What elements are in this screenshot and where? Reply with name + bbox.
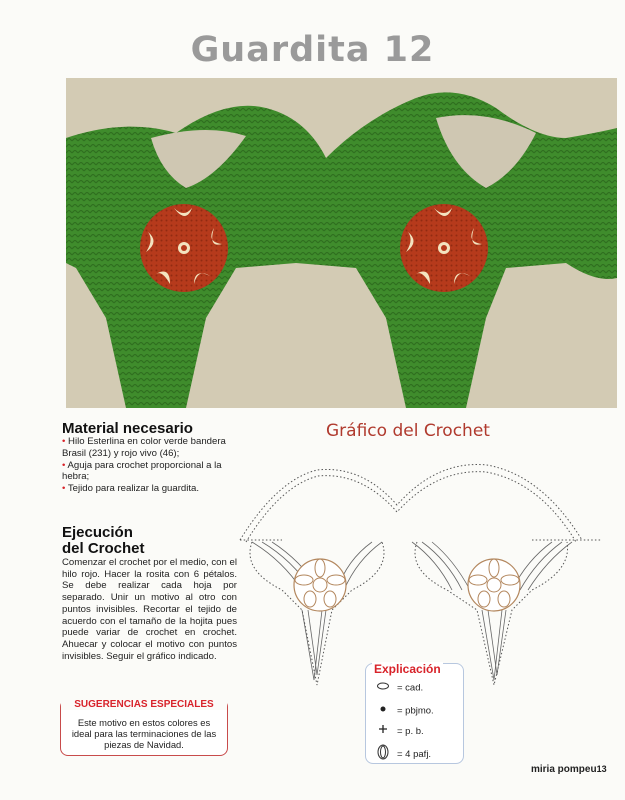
page-number: 13	[596, 764, 607, 774]
oval-icon	[374, 681, 392, 695]
material-heading: Material necesario	[62, 420, 193, 437]
execution-text: Comenzar el crochet por el medio, con el hilo rojo. Hacer la rosita con 6 pétalos. Se debe realizar cada hoja por separado. Unir un motivo al otro con puntos invisibles. Recortar el tejido de acuerdo con el tamaño de la hojita pues puede variar de crochet en crochet. Ahuecar y colocar el motivo con puntos invisibles. Seguir el gráfico indicado.	[62, 557, 237, 662]
list-item: • Aguja para crochet proporcional a la hebra;	[62, 459, 222, 483]
execution-heading-line2: del Crochet	[62, 540, 145, 557]
legend-row-pafj: = 4 pafj.	[374, 744, 431, 758]
suggestions-heading: SUGERENCIAS ESPECIALES	[61, 699, 227, 710]
list-item: • Hilo Esterlina en color verde bandera Brasil (231) y rojo vivo (46);	[62, 436, 226, 459]
legend-box	[365, 663, 464, 764]
four-loop-icon	[374, 744, 392, 765]
material-list	[62, 436, 232, 495]
execution-heading-line1: Ejecución	[62, 524, 133, 541]
dot-icon	[374, 704, 392, 718]
suggestions-text: Este motivo en estos colores es ideal para las terminaciones de las piezas de Navidad.	[71, 717, 217, 751]
legend-row-pbjmo: = pbjmo.	[374, 704, 434, 718]
suggestions-box	[60, 699, 228, 756]
footer-brand: miria pompeu13	[531, 764, 607, 775]
legend-title: Explicación	[374, 662, 441, 676]
crochet-photo	[66, 78, 617, 408]
graph-title: Gráfico del Crochet	[326, 421, 490, 441]
crochet-diagram	[222, 450, 612, 695]
list-item: • Tejido para realizar la guardita.	[62, 483, 200, 495]
page-title: Guardita 12	[190, 30, 435, 70]
legend-row-cad: = cad.	[374, 681, 423, 695]
legend-row-pb: = p. b.	[374, 724, 424, 738]
plus-icon	[374, 724, 392, 739]
